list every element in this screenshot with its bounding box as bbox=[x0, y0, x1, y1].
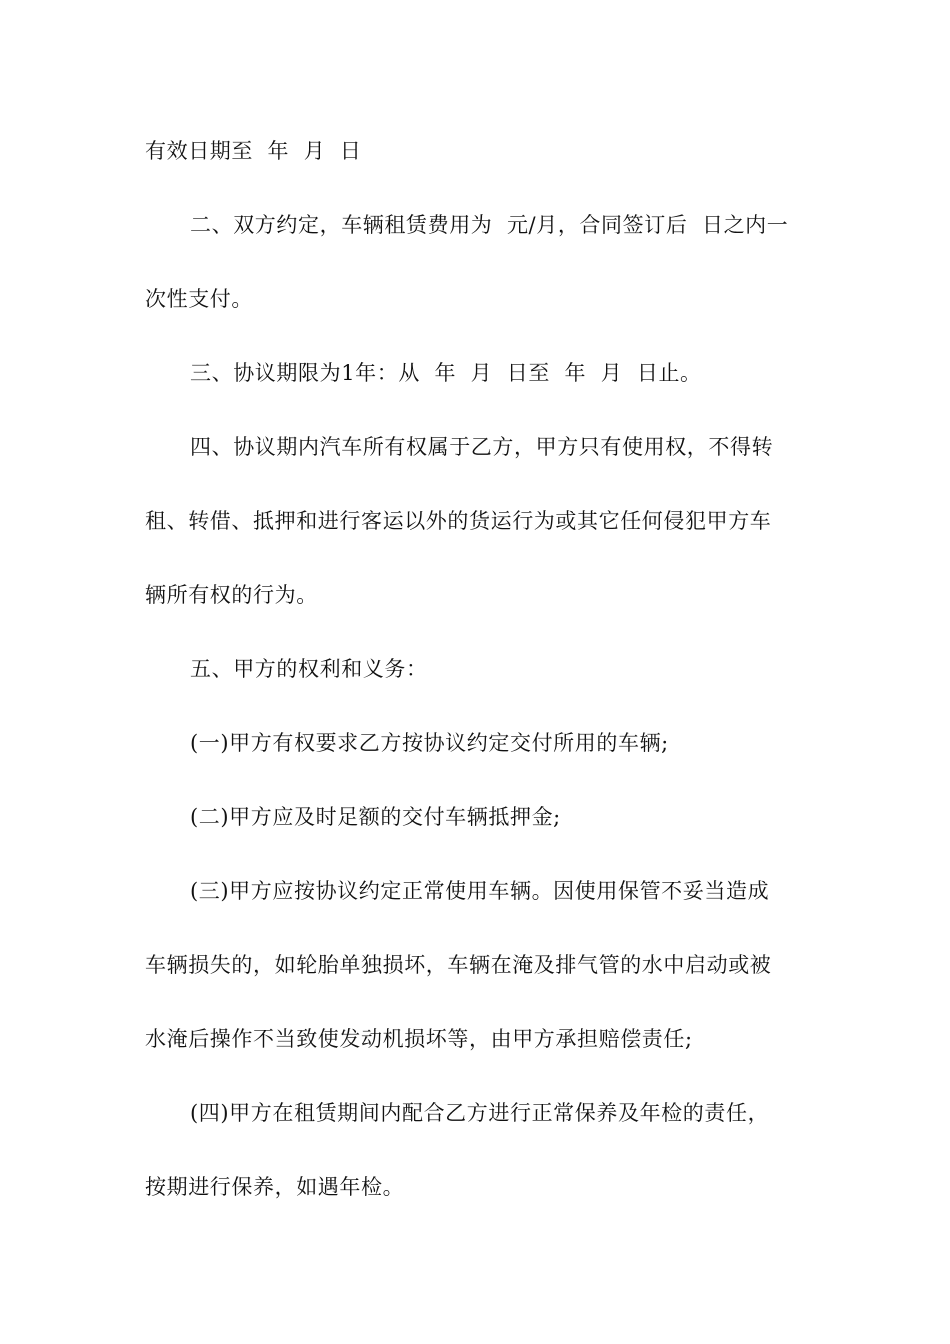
text-line-clause-2: 二、双方约定，车辆租赁费用为 元/月，合同签订后 日之内一 bbox=[190, 213, 789, 237]
text-line-item-4: (四)甲方在租赁期间内配合乙方进行正常保养及年检的责任， bbox=[190, 1101, 770, 1125]
text-line-item-1: (一)甲方有权要求乙方按协议约定交付所用的车辆; bbox=[190, 731, 669, 755]
text-line-clause-4-cont-1: 租、转借、抵押和进行客运以外的货运行为或其它任何侵犯甲方车 bbox=[145, 509, 772, 533]
text-line-clause-5-heading: 五、甲方的权利和义务： bbox=[190, 657, 428, 681]
text-line-validity: 有效日期至 年 月 日 bbox=[145, 139, 362, 163]
text-line-clause-4: 四、协议期内汽车所有权属于乙方，甲方只有使用权，不得转 bbox=[190, 435, 774, 459]
text-line-item-4-cont: 按期进行保养，如遇年检。 bbox=[145, 1175, 405, 1199]
text-line-item-3: (三)甲方应按协议约定正常使用车辆。因使用保管不妥当造成 bbox=[190, 879, 770, 903]
text-line-clause-3: 三、协议期限为1年：从 年 月 日至 年 月 日止。 bbox=[190, 361, 702, 385]
text-line-clause-2-cont: 次性支付。 bbox=[145, 287, 253, 311]
text-line-item-3-cont-1: 车辆损失的，如轮胎单独损坏，车辆在淹及排气管的水中启动或被 bbox=[145, 953, 772, 977]
text-line-item-3-cont-2: 水淹后操作不当致使发动机损坏等，由甲方承担赔偿责任; bbox=[145, 1027, 693, 1051]
text-line-item-2: (二)甲方应及时足额的交付车辆抵押金; bbox=[190, 805, 561, 829]
text-line-clause-4-cont-2: 辆所有权的行为。 bbox=[145, 583, 318, 607]
